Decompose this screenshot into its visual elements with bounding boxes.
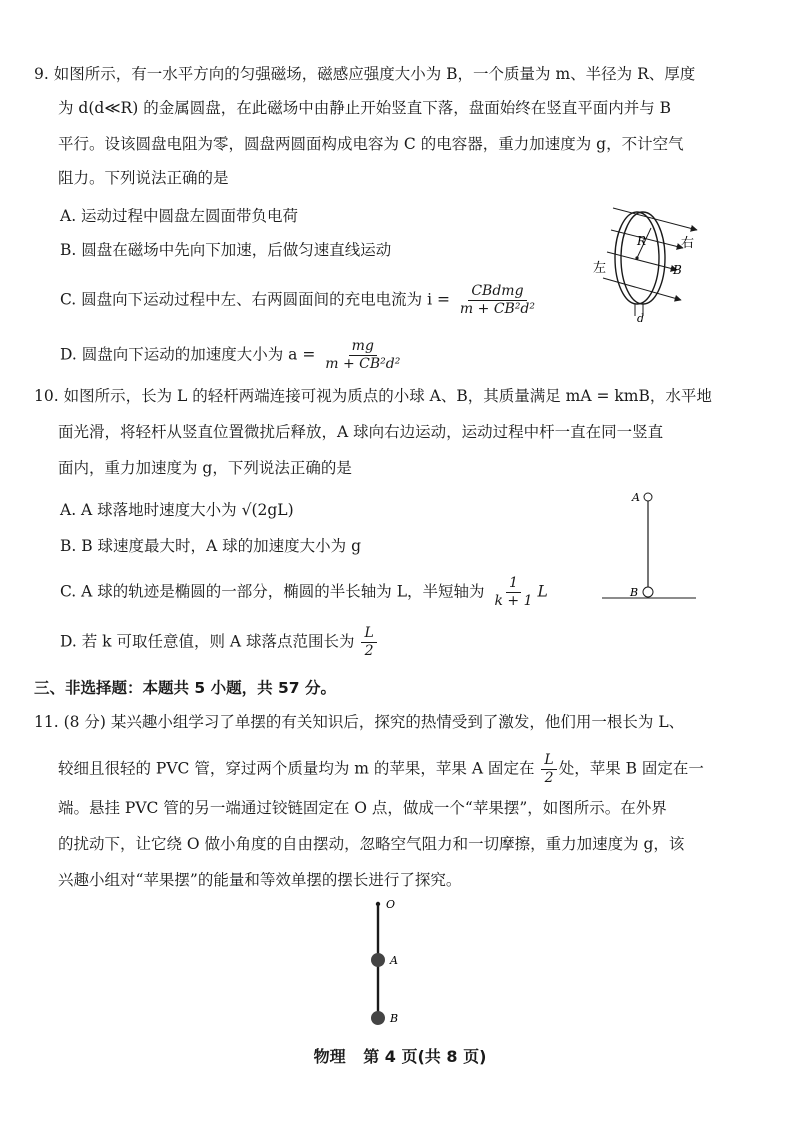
q10-option-b: B. B 球速度最大时，A 球的加速度大小为 g xyxy=(60,537,362,555)
ball-b xyxy=(643,587,653,597)
field-line xyxy=(607,252,677,270)
label-b: B xyxy=(390,1012,399,1025)
q9-line-2: 为 d(d≪R) 的金属圆盘，在此磁场中由静止开始竖直下落，盘面始终在竖直平面内并与 B xyxy=(58,99,672,117)
label-o: O xyxy=(386,898,396,911)
q10-option-c-denominator: k + 1 xyxy=(494,593,533,609)
q11-line-3: 端。悬挂 PVC 管的另一端通过铰链固定在 O 点，做成一个“苹果摆”，如图所示。在外界 xyxy=(58,799,667,817)
q10-option-d-numerator: L xyxy=(361,625,376,643)
label-a: A xyxy=(632,491,640,504)
label-left: 左 xyxy=(593,261,607,276)
q9-option-c xyxy=(60,283,540,318)
q9-option-c-denominator: m + CB²d² xyxy=(459,301,535,317)
q10-line-3: 面内，重力加速度为 g，下列说法正确的是 xyxy=(58,459,352,477)
pivot-o xyxy=(376,902,380,906)
q10-option-c-fraction xyxy=(491,575,535,610)
q11-line-2 xyxy=(58,752,704,787)
q11-line-2-post: 处，苹果 B 固定在一 xyxy=(558,759,704,778)
q10-option-d-fraction xyxy=(361,625,376,660)
q10-line-1: 10. 如图所示，长为 L 的轻杆两端连接可视为质点的小球 A、B，其质量满足 mA = kmB，水平地 xyxy=(34,387,712,405)
q9-option-d-fraction xyxy=(322,338,403,373)
q9-option-d-denominator: m + CB²d² xyxy=(325,356,401,372)
q9-figure xyxy=(585,200,725,325)
page-footer xyxy=(0,1044,800,1067)
q11-fraction-numerator: L xyxy=(541,752,556,770)
label-right: 右 xyxy=(681,236,695,251)
q9-option-d-numerator: mg xyxy=(349,338,377,356)
label-a: A xyxy=(390,954,398,967)
label-b: B xyxy=(673,263,682,277)
q11-fraction xyxy=(541,752,556,787)
label-d: d xyxy=(637,312,645,325)
apple-b xyxy=(371,1011,385,1025)
q10-option-d-text: D. 若 k 可取任意值，则 A 球落点范围长为 xyxy=(60,632,355,651)
label-r: R xyxy=(637,234,647,248)
footer-subject: 物理 xyxy=(313,1047,346,1066)
q9-option-c-fraction xyxy=(457,283,538,318)
q11-line-1: 11. (8 分) 某兴趣小组学习了单摆的有关知识后，探究的热情受到了激发，他们用一根长为 L、 xyxy=(34,713,685,731)
q9-line-1: 9. 如图所示，有一水平方向的匀强磁场，磁感应强度大小为 B，一个质量为 m、半径为 R、厚度 xyxy=(34,65,696,83)
q11-line-5: 兴趣小组对“苹果摆”的能量和等效单摆的摆长进行了探究。 xyxy=(58,871,462,889)
q10-option-c xyxy=(60,575,548,610)
q11-line-4: 的扰动下，让它绕 O 做小角度的自由摆动，忽略空气阻力和一切摩擦，重力加速度为 g，该 xyxy=(58,835,685,853)
q11-figure xyxy=(360,896,420,1031)
q10-option-c-text: C. A 球的轨迹是椭圆的一部分，椭圆的半长轴为 L，半短轴为 xyxy=(60,582,485,601)
footer-page-number: 第 4 页(共 8 页) xyxy=(363,1047,487,1066)
q10-option-a: A. A 球落地时速度大小为 √(2gL) xyxy=(60,501,294,519)
disk-center xyxy=(635,256,638,259)
apple-a xyxy=(371,953,385,967)
field-line xyxy=(603,278,681,300)
q9-line-3: 平行。设该圆盘电阻为零，圆盘两圆面构成电容为 C 的电容器，重力加速度为 g，不计空气 xyxy=(58,135,684,153)
q9-option-a: A. 运动过程中圆盘左圆面带负电荷 xyxy=(60,207,299,225)
q10-option-d xyxy=(60,625,379,660)
q9-option-d xyxy=(60,338,405,373)
q10-line-2: 面光滑，将轻杆从竖直位置微扰后释放，A 球向右边运动，运动过程中杆一直在同一竖直 xyxy=(58,423,664,441)
q9-line-4: 阻力。下列说法正确的是 xyxy=(58,169,229,187)
q11-line-2-pre: 较细且很轻的 PVC 管，穿过两个质量均为 m 的苹果，苹果 A 固定在 xyxy=(58,759,535,778)
q10-option-d-denominator: 2 xyxy=(364,643,374,659)
q9-option-d-text: D. 圆盘向下运动的加速度大小为 a = xyxy=(60,345,316,364)
q11-fraction-denominator: 2 xyxy=(544,770,554,786)
q9-option-b: B. 圆盘在磁场中先向下加速，后做匀速直线运动 xyxy=(60,241,392,259)
q10-figure xyxy=(600,488,700,603)
q10-option-c-tail: L xyxy=(537,582,548,601)
label-b: B xyxy=(630,586,639,599)
q9-option-c-numerator: CBdmg xyxy=(468,283,526,301)
section-3-heading: 三、非选择题：本题共 5 小题，共 57 分。 xyxy=(34,679,336,697)
ball-a xyxy=(644,493,652,501)
q10-option-c-numerator: 1 xyxy=(506,575,521,593)
q9-option-c-text: C. 圆盘向下运动过程中左、右两圆面间的充电电流为 i = xyxy=(60,290,450,309)
